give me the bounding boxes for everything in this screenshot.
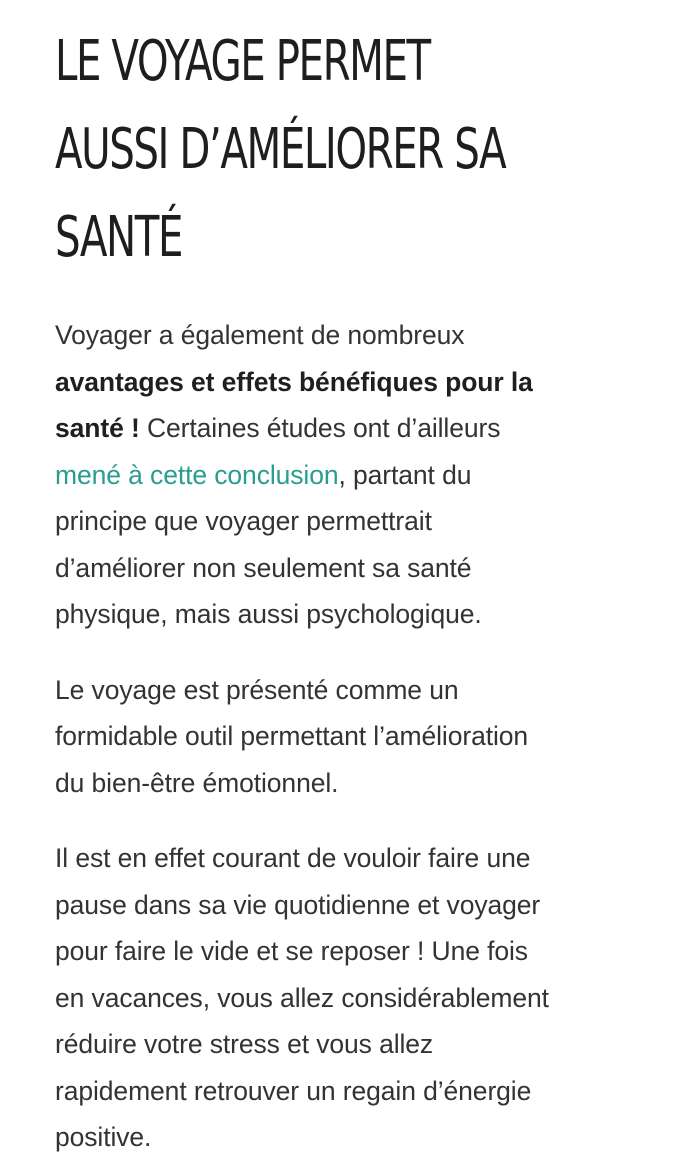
paragraph-line (55, 405, 655, 452)
text-segment: , partant du (338, 459, 472, 490)
paragraph-line: Voyager a également de nombreux (55, 320, 465, 350)
paragraph-line (55, 452, 655, 499)
paragraph-health-benefits (55, 312, 655, 638)
paragraph-line: formidable outil permettant l’amélioration (55, 721, 529, 751)
paragraph-line: pour faire le vide et se reposer ! Une fois (55, 936, 528, 966)
text-segment: Certaines études ont d’ailleurs (139, 413, 501, 443)
paragraph-line: Le voyage est présenté comme un (55, 674, 459, 705)
paragraph-line: physique, mais aussi psychologique. (55, 599, 482, 629)
paragraph-line: rapidement retrouver un regain d’énergie (55, 1075, 532, 1106)
paragraph-line: Il est en effet courant de vouloir faire une (55, 843, 531, 873)
section-heading (55, 18, 638, 282)
paragraph-line (55, 359, 655, 406)
paragraph-line: du bien-être émotionnel. (55, 767, 339, 798)
bold-text: santé ! (55, 413, 140, 443)
paragraph-line: positive. (55, 1122, 152, 1152)
studies-link[interactable]: mené à cette conclusion (55, 459, 339, 490)
paragraph-emotional-wellbeing (55, 667, 655, 807)
heading-line: SANTÉ (55, 205, 182, 270)
heading-line: LE VOYAGE PERMET (55, 29, 430, 94)
paragraph-line: réduire votre stress et vous allez (55, 1029, 434, 1059)
paragraph-line: pause dans sa vie quotidienne et voyager (55, 889, 541, 920)
article (55, 18, 655, 1161)
paragraph-stress-relief (55, 835, 655, 1161)
paragraph-line: d’améliorer non seulement sa santé (55, 552, 472, 583)
bold-text: avantages et effets bénéfiques pour la (55, 366, 533, 397)
paragraph-line: principe que voyager permettrait (55, 506, 432, 536)
heading-line: AUSSI D’AMÉLIORER SA (55, 117, 506, 182)
paragraph-line: en vacances, vous allez considérablement (55, 982, 549, 1013)
